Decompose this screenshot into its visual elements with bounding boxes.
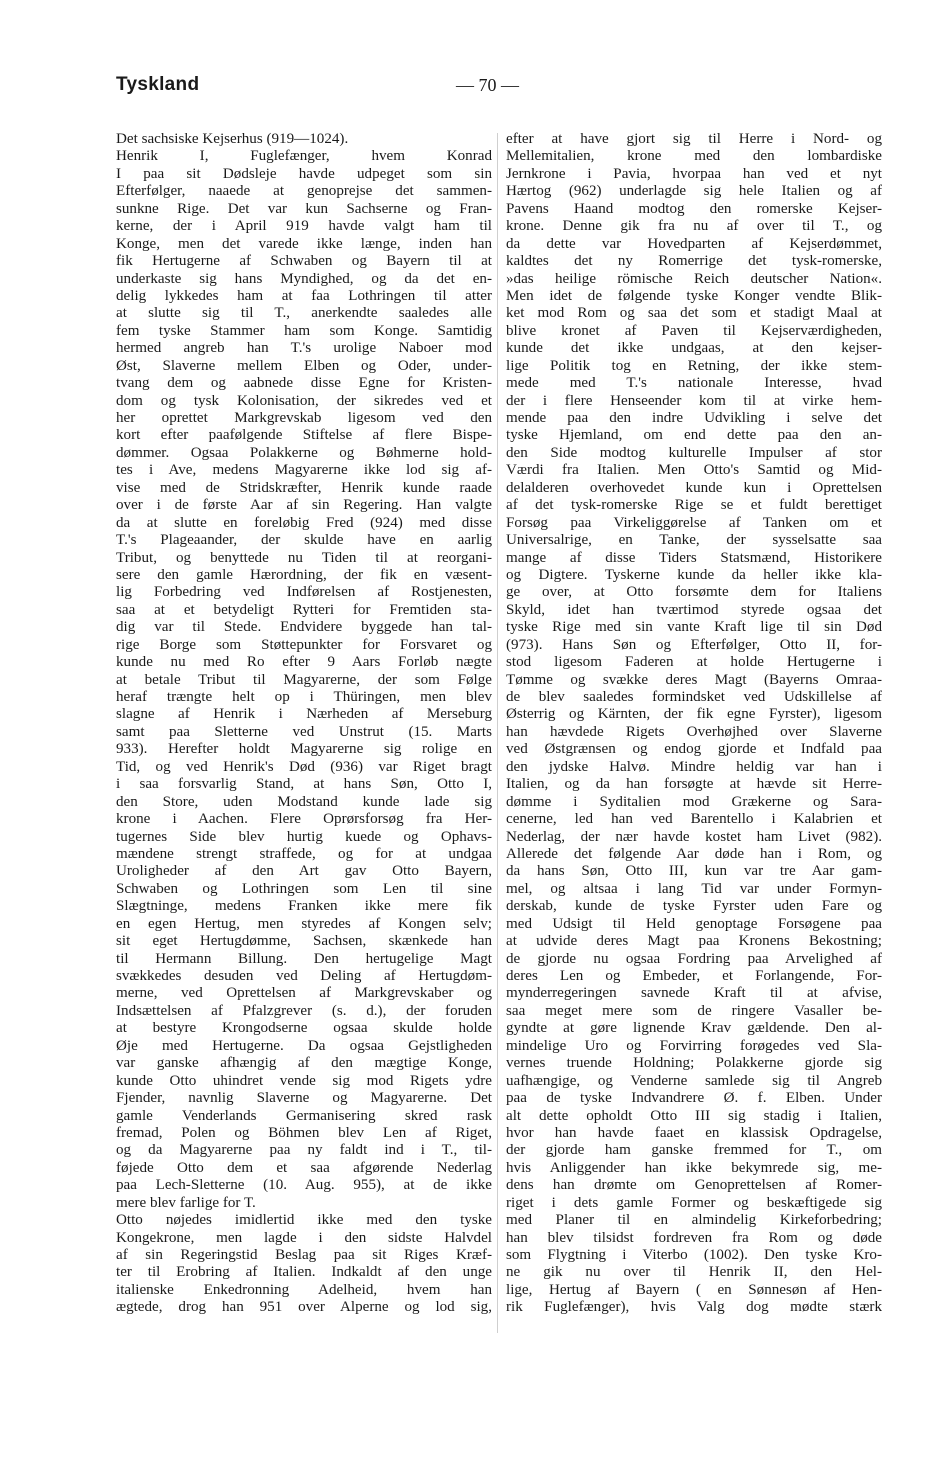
text-line: derskab, kunde de tyske Fyrster uden Fare og [506,898,882,915]
text-line: Pavens Haand modtog den romerske Kejser- [506,200,882,217]
text-line: dens han drømte om Genoprettelsen af Romer- [506,1177,882,1194]
column-divider [497,133,498,1333]
text-line: hvor han havde faaet en klassisk Opdragelse, [506,1124,882,1141]
text-line: hermed angreb han T.'s urolige Naboer mod [116,340,492,357]
text-line: I paa sit Dødsleje havde udpeget som sin [116,165,492,182]
text-line: en egen Hertug, men styredes af Kongen selv; [116,915,492,932]
text-line: da hans Søn, Otto III, kun var tre Aar gam- [506,863,882,880]
text-line: blive kronet af Paven til Kejserværdigheden, [506,322,882,339]
text-line: de gjorde nu ogsaa Fordring paa Arvelighed af [506,950,882,967]
text-line: vise med de Stridskræfter, Henrik kunde raade [116,479,492,496]
text-line: Allerede det følgende Aar døde han i Rom, og [506,845,882,862]
text-line: Kongekrone, men lagde i den sidste Halvdel [116,1229,492,1246]
text-line: fem tyske Stammer ham som Konge. Samtidig [116,322,492,339]
text-line: kaldtes det ny Romerrige det tysk-romerske, [506,253,882,270]
text-line: lige Politik tog en Retning, der ikke stem- [506,357,882,374]
text-line: af sin Regeringstid Beslag paa sit Riges Kræf- [116,1247,492,1263]
text-line: samt paa Sletterne ved Unstrut (15. Marts [116,723,492,740]
text-line: hvis Anliggender han ikke bekymrede sig, me- [506,1159,882,1176]
text-line: den jydske Halvø. Mindre heldig var han i [506,758,882,775]
text-line: Italien, og da han forsøgte at hævde sit Herre- [506,776,882,793]
text-line: fremad, Polen og Böhmen blev Len af Riget, [116,1124,492,1141]
text-line: delig lykkedes ham at faa Lothringen til atter [116,287,492,304]
text-line: af det tysk-romerske Rige se et fuldt berettiget [506,497,882,514]
text-line: riget i dets gamle Former og beskæftigede sig [506,1194,882,1211]
text-line: svækkedes desuden ved Deling af Hertugdøm- [116,968,492,984]
text-line: de blev saaledes formindsket ved Udskillelse af [506,689,882,705]
text-line: at slutte sig til T., anerkendte saaledes alle [116,305,492,322]
text-line: underkaste sig hans Myndighed, og da det en- [116,270,492,287]
text-line: mede med T.'s nationale Interesse, hvad [506,375,882,392]
text-line: Nederlag, der nær havde kostet ham Livet (982). [506,828,882,845]
text-line: tyske Hjemland, om end dette paa den an- [506,427,882,444]
text-line: krone i Aachen. Flere Oprørsforsøg fra Her- [116,811,492,828]
text-line: Øst, Slaverne mellem Elben og Oder, under- [116,357,492,374]
text-line: der gjorde ham ganske fremmed for T., om [506,1142,882,1159]
text-line: Hærtog (962) underlagde sig hele Italien og af [506,183,882,200]
text-line: efter at have gjort sig til Herre i Nord- og [506,131,882,147]
text-line: 933). Herefter holdt Magyarerne sig rolige en [116,741,492,758]
text-line: kerne, der i April 919 havde valgt ham til [116,218,492,235]
text-line: ne gik nu over til Henrik II, den Hel- [506,1264,882,1281]
text-line: Otto nøjedes imidlertid ikke med den tyske [116,1212,492,1229]
text-line: saa at et betydeligt Rytteri for Fremtiden sta- [116,601,492,618]
text-line: dømmer. Ogsaa Polakkerne og Bøhmerne hold- [116,444,492,461]
text-line: rige Borge som Støttepunkter for Forsvaret og [116,636,492,653]
text-line: alt dette opholdt Otto III sig stadig i Italien, [506,1107,882,1124]
text-line: at bestyre Krongodserne ogsaa skulde holde [116,1020,492,1037]
text-line: den Side modtog kulturelle Impulser af stor [506,444,882,461]
text-line: mende paa den indre Udvikling i selve det [506,410,882,426]
text-line: kort efter paafølgende Stiftelse af flere Bispe- [116,427,492,444]
text-line: Efterfølger, naaede at genoprejse det sammen- [116,183,492,200]
text-line: mændene strengt straffede, og for at undgaa [116,845,492,862]
text-line: mynderregeringen savnede Kraft til at afvise, [506,985,882,1002]
text-line: Øje med Hertugerne. Da ogsaa Gejstligheden [116,1037,492,1054]
text-line: Schwaben og Lothringen som Len til sine [116,880,492,897]
text-line: den Store, uden Modstand kunde lade sig [116,793,492,810]
text-line: der i flere Henseender kom til at virke hem- [506,392,882,409]
text-line: »das heilige römische Reich deutscher Nation«. [506,270,882,287]
text-line: vernes truende Holdning; Polakkerne gjorde sig [506,1055,882,1072]
text-line: saa meget mere som de ringere Vasaller be- [506,1002,882,1019]
text-line: ge over, at Otto forsømte dem for Italiens [506,584,882,601]
text-line: sit eget Hertugdømme, Sachsen, skænkede han [116,933,492,950]
text-line: i saa forsvarlig Stand, at hans Søn, Otto I, [116,776,492,793]
text-line: ægtede, drog han 951 over Alperne og lod sig, [116,1299,492,1316]
text-line: mindelige Uro og Forvirring forøgedes ved Sla- [506,1037,882,1054]
text-column-right [506,131,882,1317]
text-line: til Hermann Billung. Den hertugelige Magt [116,950,492,967]
text-line: dig var til Stede. Endvidere byggede han tal- [116,619,492,636]
text-column-left [116,131,492,1317]
text-line: at udvide deres Magt paa Kronens Bekostning; [506,933,882,950]
text-line: Fjender, navnlig Slaverne og Magyarerne. Det [116,1090,492,1107]
text-line: Skyld, idet han tværtimod styrede ogsaa det [506,601,882,618]
text-line: gamle Venderlands Germanisering skred rask [116,1107,492,1124]
text-line: mere blev farlige for T. [116,1194,256,1211]
text-line: fik Hertugerne af Schwaben og Bayern til at [116,253,492,270]
text-line: dom og tysk Kolonisation, der sikredes ved et [116,392,492,409]
text-line: føjede Otto dem et saa afgørende Nederlag [116,1159,492,1176]
text-line: at betale Tribut til Magyarerne, der som Følge [116,671,492,688]
text-line: Jernkrone i Pavia, hvorpaa han ved et nyt [506,165,882,182]
running-head: Tyskland [116,74,200,95]
text-line: som Flygtning i Viterbo (1002). Den tyske Kro- [506,1247,882,1263]
text-line: Værdi fra Italien. Men Otto's Samtid og Mid- [506,462,882,479]
text-line: her oprettet Markgrevskab ligesom ved den [116,410,492,426]
text-line: var ganske afhængig af den mægtige Konge, [116,1055,492,1072]
text-line: gyndte at gøre lignende Krav gældende. Den al- [506,1020,882,1037]
text-line: Men idet de følgende tyske Konger vendte Blik- [506,287,882,304]
text-line: paa de tyske Indvandrere Ø. f. Elben. Under [506,1090,882,1107]
text-line: ter til Erobring af Italien. Indkaldt af den unge [116,1264,492,1281]
text-line: og Digtere. Tyskerne kunde da heller ikke kla- [506,566,882,583]
text-line: over i de første Aar af sin Regering. Han valgte [116,497,492,514]
text-line: tes i Ave, medens Magyarerne ikke lod sig af- [116,462,492,479]
text-line: delalderen overhovedet kunde kun i Oprettelsen [506,479,882,496]
text-line: merne, ved Oprettelsen af Markgrevskaber og [116,985,492,1002]
text-line: paa Lech-Sletterne (10. Aug. 955), at de ikke [116,1177,492,1194]
text-line: mel, og altsaa i lang Tid var under Formyn- [506,880,882,897]
text-line: Uroligheder af den Art gav Otto Bayern, [116,863,492,880]
text-line: sunkne Rige. Det var kun Sachserne og Fran- [116,200,492,217]
text-line: han hævdede Rigets Overhøjhed over Slaverne [506,723,882,740]
text-line: ved Østgrænsen og endog gjorde et Indfald paa [506,741,882,758]
text-line: mange af disse Tiders Statsmænd, Historikere [506,549,882,566]
text-line: lige, Hertug af Bayern ( en Sønnesøn af Hen- [506,1281,882,1298]
text-line: kunde nu med Ro efter 9 Aars Forløb nægte [116,654,492,671]
text-line: heraf trængte helt op i Thüringen, men blev [116,689,492,705]
text-line: Det sachsiske Kejserhus (919—1024). [116,131,349,147]
text-line: han blev tilsidst fordreven fra Rom og døde [506,1229,882,1246]
text-line: dømme i Syditalien mod Grækerne og Sara- [506,793,882,810]
text-line: Østerrig og Kärnten, der fik egne Fyrster), ligesom [506,706,882,723]
text-line: Tribut, og benyttede nu Tiden til at reorgani- [116,549,492,566]
page-header [116,74,876,104]
text-line: kunde Otto uhindret vende sig mod Rigets ydre [116,1072,492,1089]
text-line: tyske Rige med sin vante Kraft lige til sin Død [506,619,882,636]
text-line: cenerne, led han ved Barentello i Kalabrien et [506,811,882,828]
text-line: rik Fuglefænger), hvis Valg dog mødte stærk [506,1299,882,1316]
text-line: Indsættelsen af Pfalzgrever (s. d.), der foruden [116,1002,492,1019]
text-line: stod ligesom Faderen at holde Hertugerne i [506,654,882,671]
text-line: Slægtninge, medens Franken ikke mere fik [116,898,492,915]
text-line: slagne af Henrik i Nærheden af Merseburg [116,706,492,723]
text-line: Konge, men det varede ikke længe, inden han [116,235,492,252]
text-line: og da Magyarerne paa ny faldt ind i T., til- [116,1142,492,1159]
text-line: Forsøg paa Virkeliggørelse af Tanken om et [506,514,882,531]
text-line: tvang dem og aabnede disse Egne for Kristen- [116,375,492,392]
text-line: ket mod Rom og saa det som et stadigt Maal at [506,305,882,322]
text-line: tugernes Side blev hurtig kuede og Ophavs- [116,828,492,845]
text-line: uafhængige, og Venderne samlede sig til Angreb [506,1072,882,1089]
text-line: med Udsigt til Held genoptage Forsøgene paa [506,915,882,932]
text-line: kunde det ikke undgaas, at den kejser- [506,340,882,357]
text-line: Mellemitalien, krone med den lombardiske [506,148,882,165]
text-line: italienske Enkedronning Adelheid, hvem han [116,1281,492,1298]
text-line: Universalrige, en Tanke, der sysselsatte saa [506,532,882,549]
text-line: Henrik I, Fuglefænger, hvem Konrad [116,148,492,165]
text-line: sere den gamle Hærordning, der fik en væsent- [116,566,492,583]
text-line: da at slutte en foreløbig Fred (924) med disse [116,514,492,531]
text-line: lig Forbedring ved Indførelsen af Rostjenesten, [116,584,492,601]
text-line: med Planer til en almindelig Kirkeforbedring; [506,1212,882,1229]
text-line: Tid, og ved Henrik's Død (936) var Riget bragt [116,758,492,775]
text-line: Tømme og svække deres Magt (Bayerns Omraa- [506,671,882,688]
page-number: — 70 — [456,75,519,95]
text-line: deres Len og Embeder, et Forlangende, For- [506,968,882,984]
text-line: krone. Denne gik fra nu af over til T., og [506,218,882,235]
text-line: (973). Hans Søn og Efterfølger, Otto II, for- [506,636,882,653]
text-line: T.'s Plageaander, der skulde have en aarlig [116,532,492,549]
text-line: da dette var Hovedparten af Kejserdømmet, [506,235,882,252]
